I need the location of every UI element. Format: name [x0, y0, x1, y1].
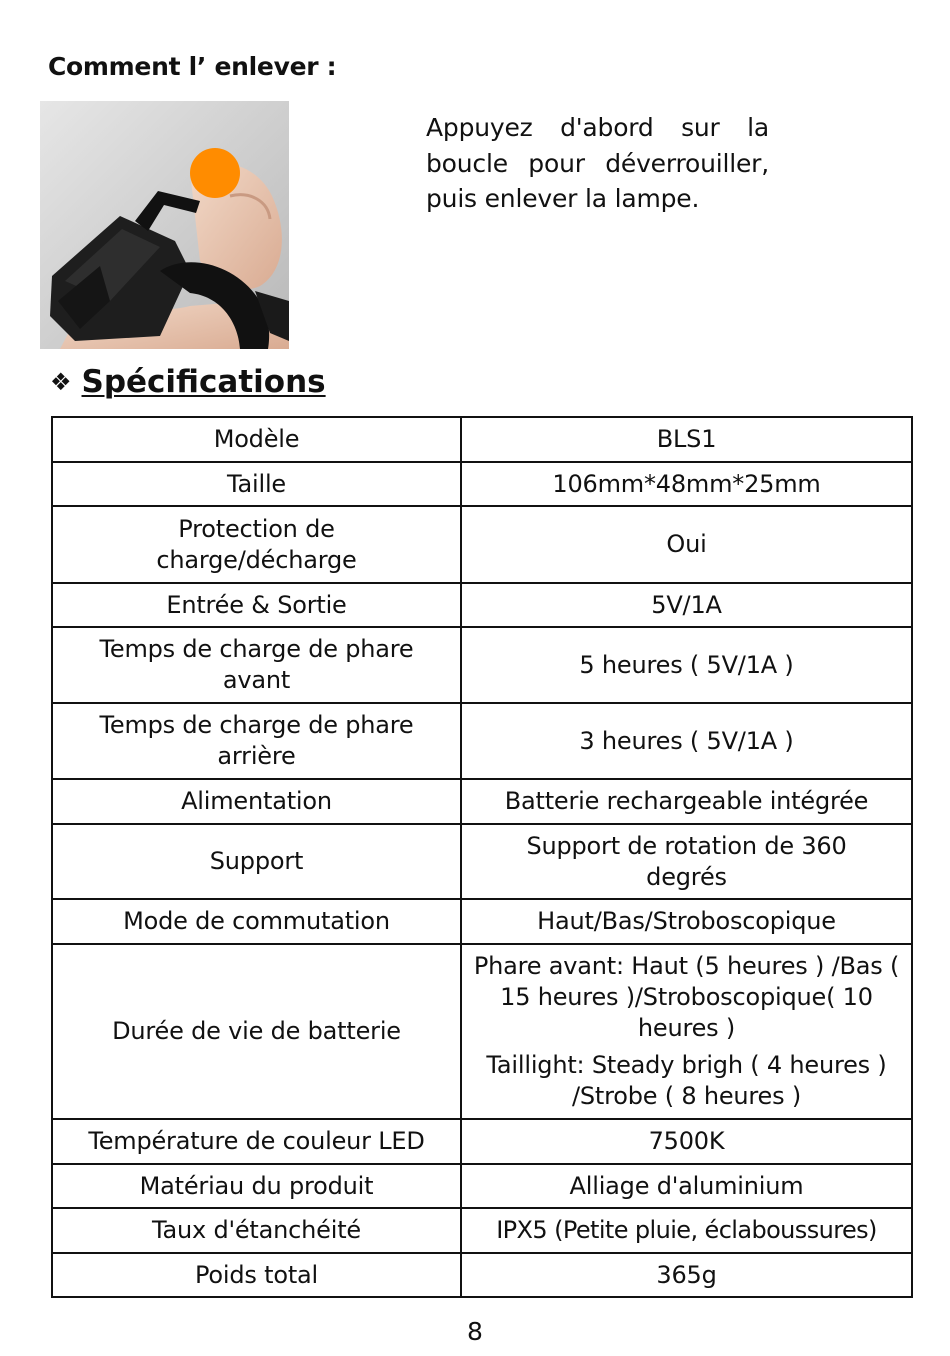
four-diamond-bullet-icon: ❖	[50, 368, 72, 396]
table-row	[52, 1208, 912, 1253]
spec-label: Support	[52, 824, 461, 899]
spec-value: 106mm*48mm*25mm	[461, 462, 912, 506]
table-row	[52, 1119, 912, 1164]
spec-label: Temps de charge de phare arrière	[52, 703, 461, 779]
spec-label: Modèle	[52, 417, 461, 462]
spec-value: 365g	[461, 1253, 912, 1297]
spec-value: BLS1	[461, 417, 912, 462]
table-row	[52, 779, 912, 824]
spec-value-cell	[461, 944, 912, 1119]
spec-value: 5 heures ( 5V/1A )	[461, 627, 912, 703]
spec-value: 5V/1A	[461, 583, 912, 627]
spec-label: Entrée & Sortie	[52, 583, 461, 627]
table-row	[52, 899, 912, 944]
spec-label: Mode de commutation	[52, 899, 461, 944]
table-row	[52, 417, 912, 462]
table-row	[52, 1164, 912, 1208]
specifications-table	[51, 416, 913, 1298]
page-number: 8	[467, 1317, 483, 1346]
spec-value: 3 heures ( 5V/1A )	[461, 703, 912, 779]
spec-value: Oui	[461, 506, 912, 583]
spec-label: Protection de charge/décharge	[52, 506, 461, 583]
spec-value: Haut/Bas/Stroboscopique	[461, 899, 912, 944]
spec-value: Support de rotation de 360 degrés	[461, 824, 912, 899]
removal-heading: Comment l’ enlever :	[48, 52, 337, 81]
spec-label: Poids total	[52, 1253, 461, 1297]
spec-label: Température de couleur LED	[52, 1119, 461, 1164]
removal-photo	[40, 101, 289, 349]
spec-value: Alliage d'aluminium	[461, 1164, 912, 1208]
spec-label: Temps de charge de phare avant	[52, 627, 461, 703]
specifications-title	[50, 364, 326, 400]
table-row	[52, 703, 912, 779]
removal-instruction: Appuyez d'abord sur la boucle pour déverrouiller, puis enlever la lampe.	[426, 113, 769, 213]
table-row	[52, 627, 912, 703]
spec-value-secondary: Taillight: Steady brigh ( 4 heures ) /Strobe ( 8 heures )	[486, 1051, 887, 1110]
table-row	[52, 944, 912, 1119]
spec-value: IPX5 (Petite pluie, éclaboussures)	[461, 1208, 912, 1253]
table-row	[52, 1253, 912, 1297]
table-row	[52, 462, 912, 506]
spec-label: Durée de vie de batterie	[52, 944, 461, 1119]
spec-value: 7500K	[461, 1119, 912, 1164]
spec-label: Matériau du produit	[52, 1164, 461, 1208]
table-row	[52, 583, 912, 627]
spec-value: Batterie rechargeable intégrée	[461, 779, 912, 824]
table-row	[52, 506, 912, 583]
specifications-title-text: Spécifications	[81, 364, 326, 400]
spec-label: Taux d'étanchéité	[52, 1208, 461, 1253]
spec-label: Alimentation	[52, 779, 461, 824]
table-row	[52, 824, 912, 899]
spec-label: Taille	[52, 462, 461, 506]
spec-value: Phare avant: Haut (5 heures ) /Bas ( 15 heures )/Stroboscopique( 10 heures )	[473, 952, 900, 1042]
